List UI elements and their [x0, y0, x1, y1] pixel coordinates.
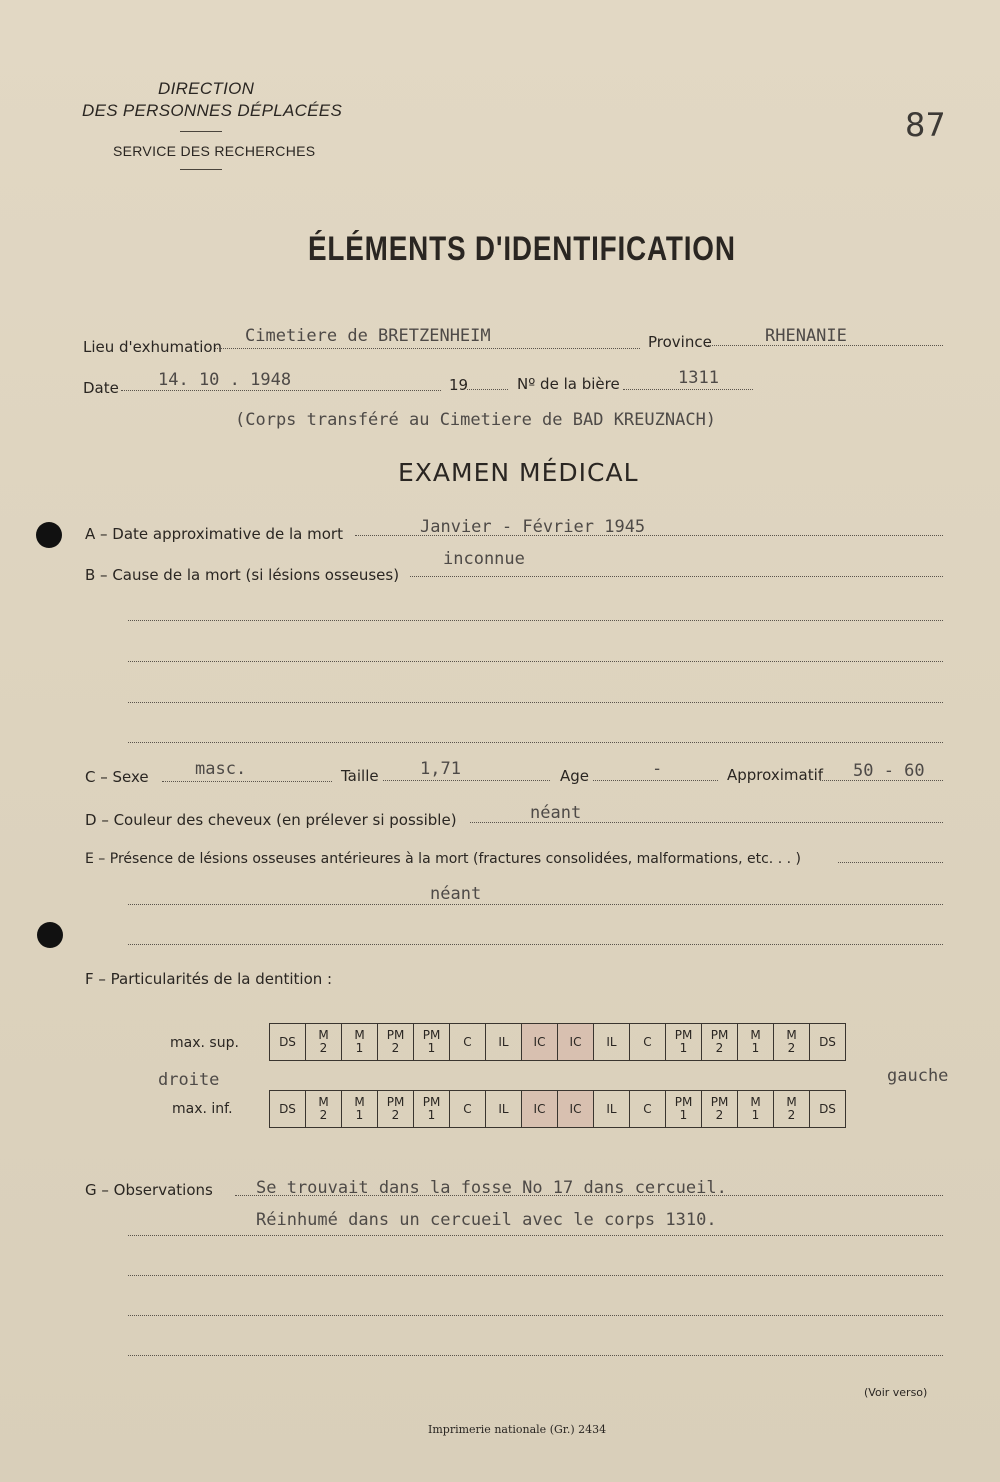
upper-tooth-1: DS — [270, 1024, 306, 1061]
blank-line — [128, 1315, 943, 1316]
lower-tooth-6: C — [450, 1091, 486, 1128]
teeth-lower-row — [269, 1090, 846, 1128]
a-value: Janvier - Février 1945 — [420, 517, 646, 537]
e-value-line — [128, 904, 943, 905]
lower-tooth-13: PM 2 — [702, 1091, 738, 1128]
upper-tooth-10: IL — [594, 1024, 630, 1061]
header-direction: DIRECTION — [158, 79, 255, 98]
date-value: 14. 10 . 1948 — [158, 370, 292, 390]
lower-tooth-1: DS — [270, 1091, 306, 1128]
b-label: B – Cause de la mort (si lésions osseuses) — [85, 566, 400, 584]
upper-tooth-7: IL — [486, 1024, 522, 1061]
lower-tooth-5: PM 1 — [414, 1091, 450, 1128]
sexe-value: masc. — [195, 759, 247, 779]
lieu-value: Cimetiere de BRETZENHEIM — [245, 326, 491, 346]
age-label: Age — [560, 767, 590, 785]
upper-tooth-15: M 2 — [774, 1024, 810, 1061]
blank-line — [128, 702, 943, 703]
upper-tooth-16: DS — [810, 1024, 846, 1061]
punch-hole — [36, 522, 62, 548]
c-label: C – Sexe — [85, 768, 149, 786]
max-inf-label: max. inf. — [172, 1101, 233, 1117]
lower-tooth-9: IC — [558, 1091, 594, 1128]
approx-value: 50 - 60 — [853, 761, 925, 781]
max-sup-label: max. sup. — [170, 1035, 239, 1051]
taille-label: Taille — [341, 767, 379, 785]
exam-heading: EXAMEN MÉDICAL — [398, 458, 639, 487]
lower-tooth-7: IL — [486, 1091, 522, 1128]
g-label: G – Observations — [85, 1181, 213, 1199]
blank-line — [128, 620, 943, 621]
lower-tooth-15: M 2 — [774, 1091, 810, 1128]
gauche-label: gauche — [887, 1066, 949, 1086]
year-line — [467, 389, 508, 390]
b-value: inconnue — [443, 549, 525, 569]
page-number: 87 — [905, 106, 946, 144]
droite-label: droite — [158, 1070, 220, 1090]
province-value: RHENANIE — [765, 326, 847, 346]
lower-tooth-16: DS — [810, 1091, 846, 1128]
lieu-line — [215, 348, 640, 349]
age-line — [593, 780, 718, 781]
d-value: néant — [530, 803, 582, 823]
taille-value: 1,71 — [420, 759, 461, 779]
province-label: Province — [648, 333, 712, 351]
upper-tooth-4: PM 2 — [378, 1024, 414, 1061]
d-label: D – Couleur des cheveux (en prélever si possible) — [85, 811, 457, 829]
date-line — [121, 390, 441, 391]
biere-line — [623, 389, 753, 390]
date-label: Date — [83, 379, 119, 397]
biere-label: Nº de la bière — [517, 375, 620, 393]
blank-line — [128, 661, 943, 662]
lower-tooth-8: IC — [522, 1091, 558, 1128]
transfer-note: (Corps transféré au Cimetiere de BAD KREUZNACH) — [235, 410, 717, 430]
header-service: SERVICE DES RECHERCHES — [113, 143, 316, 159]
upper-tooth-8: IC — [522, 1024, 558, 1061]
upper-tooth-9: IC — [558, 1024, 594, 1061]
upper-tooth-6: C — [450, 1024, 486, 1061]
upper-tooth-12: PM 1 — [666, 1024, 702, 1061]
printer-note: Imprimerie nationale (Gr.) 2434 — [428, 1423, 607, 1436]
blank-line — [128, 742, 943, 743]
page-title: ÉLÉMENTS D'IDENTIFICATION — [308, 230, 736, 268]
upper-tooth-11: C — [630, 1024, 666, 1061]
obs-line-1: Se trouvait dans la fosse No 17 dans cercueil. — [256, 1178, 727, 1198]
e-line — [838, 862, 943, 863]
teeth-upper-row — [269, 1023, 846, 1061]
year-prefix: 19 — [449, 376, 469, 394]
lieu-label: Lieu d'exhumation — [83, 338, 223, 356]
lower-tooth-4: PM 2 — [378, 1091, 414, 1128]
sexe-line — [162, 781, 332, 782]
header-divider — [180, 169, 222, 170]
a-label: A – Date approximative de la mort — [85, 525, 343, 543]
f-label: F – Particularités de la dentition : — [85, 970, 333, 988]
e-value: néant — [430, 884, 482, 904]
lower-tooth-12: PM 1 — [666, 1091, 702, 1128]
lower-tooth-14: M 1 — [738, 1091, 774, 1128]
blank-line — [128, 1275, 943, 1276]
header-personnes: DES PERSONNES DÉPLACÉES — [82, 101, 343, 120]
lower-tooth-3: M 1 — [342, 1091, 378, 1128]
upper-tooth-5: PM 1 — [414, 1024, 450, 1061]
e-label: E – Présence de lésions osseuses antérieures à la mort (fractures consolidées, malformations, etc. . . ) — [85, 851, 801, 867]
blank-line — [128, 1355, 943, 1356]
upper-tooth-3: M 1 — [342, 1024, 378, 1061]
age-value: - — [652, 759, 663, 779]
upper-tooth-2: M 2 — [306, 1024, 342, 1061]
lower-tooth-11: C — [630, 1091, 666, 1128]
b-line — [410, 576, 943, 577]
punch-hole — [37, 922, 63, 948]
blank-line — [128, 944, 943, 945]
lower-tooth-2: M 2 — [306, 1091, 342, 1128]
obs-line-2: Réinhumé dans un cercueil avec le corps 1310. — [256, 1210, 717, 1230]
header-divider — [180, 131, 222, 132]
taille-line — [383, 780, 550, 781]
upper-tooth-13: PM 2 — [702, 1024, 738, 1061]
verso-note: (Voir verso) — [864, 1386, 928, 1399]
g-line — [128, 1235, 943, 1236]
biere-value: 1311 — [678, 368, 719, 388]
lower-tooth-10: IL — [594, 1091, 630, 1128]
approx-label: Approximatif — [727, 766, 824, 784]
upper-tooth-14: M 1 — [738, 1024, 774, 1061]
